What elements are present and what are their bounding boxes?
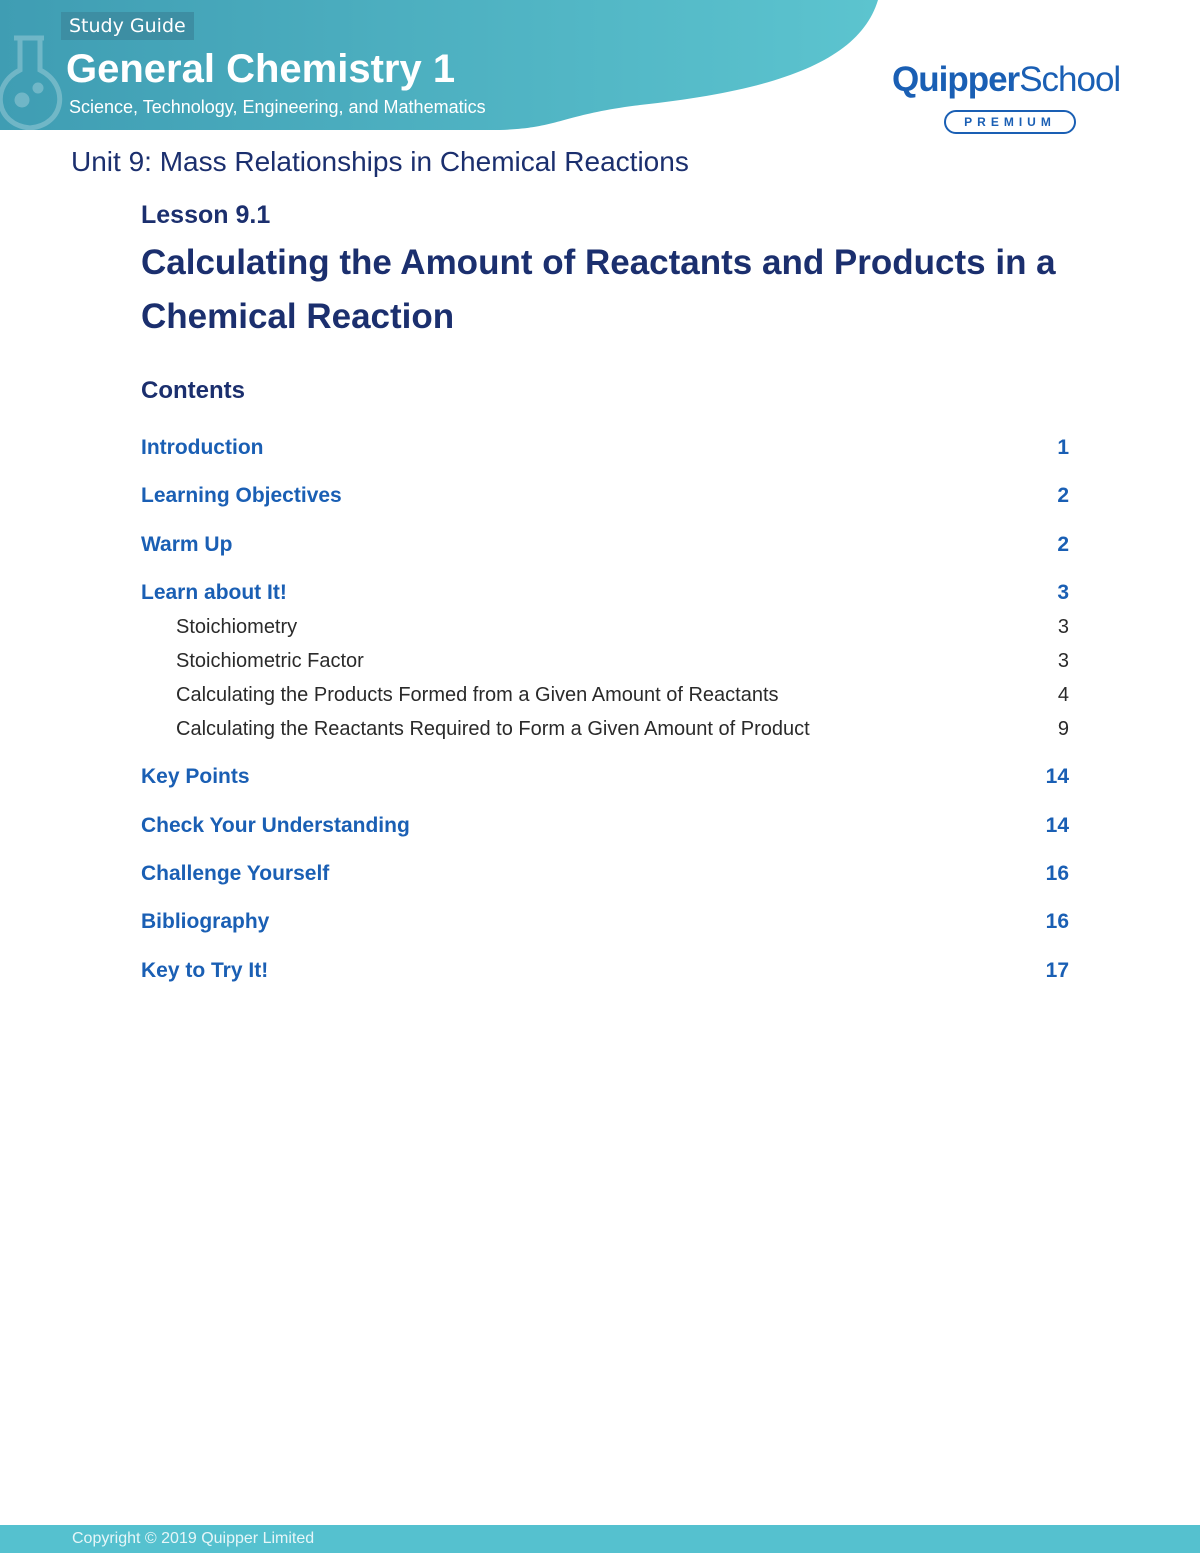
toc-label: Stoichiometry <box>176 616 298 638</box>
toc-page: 2 <box>1057 484 1069 507</box>
toc-label: Learning Objectives <box>141 484 342 507</box>
toc-entry-learning-objectives[interactable] <box>141 480 1069 512</box>
toc-page: 14 <box>1045 814 1069 837</box>
toc-entry-key-to-try-it[interactable] <box>141 955 1069 987</box>
toc-label: Introduction <box>141 436 264 459</box>
logo-word-quipper: Quipper <box>892 60 1020 99</box>
logo-wordmark <box>892 58 1120 102</box>
study-guide-tag: Study Guide <box>61 12 194 40</box>
toc-label: Calculating the Products Formed from a Given Amount of Reactants <box>176 684 779 706</box>
toc-entry-calculating-products[interactable] <box>141 679 1069 711</box>
toc-entry-check-your-understanding[interactable] <box>141 810 1069 842</box>
toc-entry-bibliography[interactable] <box>141 906 1069 938</box>
toc-entry-key-points[interactable] <box>141 761 1069 793</box>
toc-page: 17 <box>1045 959 1069 982</box>
course-subtitle: Science, Technology, Engineering, and Mathematics <box>69 97 486 117</box>
quipper-school-logo <box>892 58 1132 134</box>
toc-entry-learn-about-it[interactable] <box>141 577 1069 609</box>
toc-page: 3 <box>1057 650 1069 672</box>
toc-entry-calculating-reactants[interactable] <box>141 713 1069 745</box>
toc-label: Key Points <box>141 765 250 788</box>
contents-heading: Contents <box>141 377 245 404</box>
toc-entry-challenge-yourself[interactable] <box>141 858 1069 890</box>
premium-badge: PREMIUM <box>944 110 1076 134</box>
toc-page: 9 <box>1057 718 1069 740</box>
toc-entry-warm-up[interactable] <box>141 529 1069 561</box>
toc-page: 4 <box>1057 684 1069 706</box>
toc-page: 1 <box>1057 436 1069 459</box>
toc-entry-stoichiometry[interactable] <box>141 611 1069 643</box>
toc-label: Warm Up <box>141 533 233 556</box>
footer-bar <box>0 1525 1200 1553</box>
toc-entry-stoichiometric-factor[interactable] <box>141 645 1069 677</box>
logo-word-school: School <box>1019 60 1121 99</box>
toc-page: 16 <box>1045 910 1069 933</box>
toc-label: Bibliography <box>141 910 270 933</box>
toc-label: Check Your Understanding <box>141 814 410 837</box>
toc-page: 16 <box>1045 862 1069 885</box>
toc-page: 3 <box>1057 616 1069 638</box>
toc-label: Learn about It! <box>141 581 287 604</box>
lesson-title: Calculating the Amount of Reactants and Products in a Chemical Reaction <box>141 243 1056 336</box>
toc-page: 2 <box>1057 533 1069 556</box>
toc-label: Key to Try It! <box>141 959 269 982</box>
toc-entry-introduction[interactable] <box>141 432 1069 464</box>
lesson-number: Lesson 9.1 <box>141 201 271 229</box>
toc-label: Stoichiometric Factor <box>176 650 364 672</box>
toc-page: 14 <box>1045 765 1069 788</box>
unit-title: Unit 9: Mass Relationships in Chemical Reactions <box>71 146 689 177</box>
copyright-text: Copyright © 2019 Quipper Limited <box>72 1530 315 1547</box>
toc-label: Calculating the Reactants Required to Form a Given Amount of Product <box>176 718 810 740</box>
course-title: General Chemistry 1 <box>66 47 456 91</box>
toc-label: Challenge Yourself <box>141 862 330 885</box>
toc-page: 3 <box>1057 581 1069 604</box>
